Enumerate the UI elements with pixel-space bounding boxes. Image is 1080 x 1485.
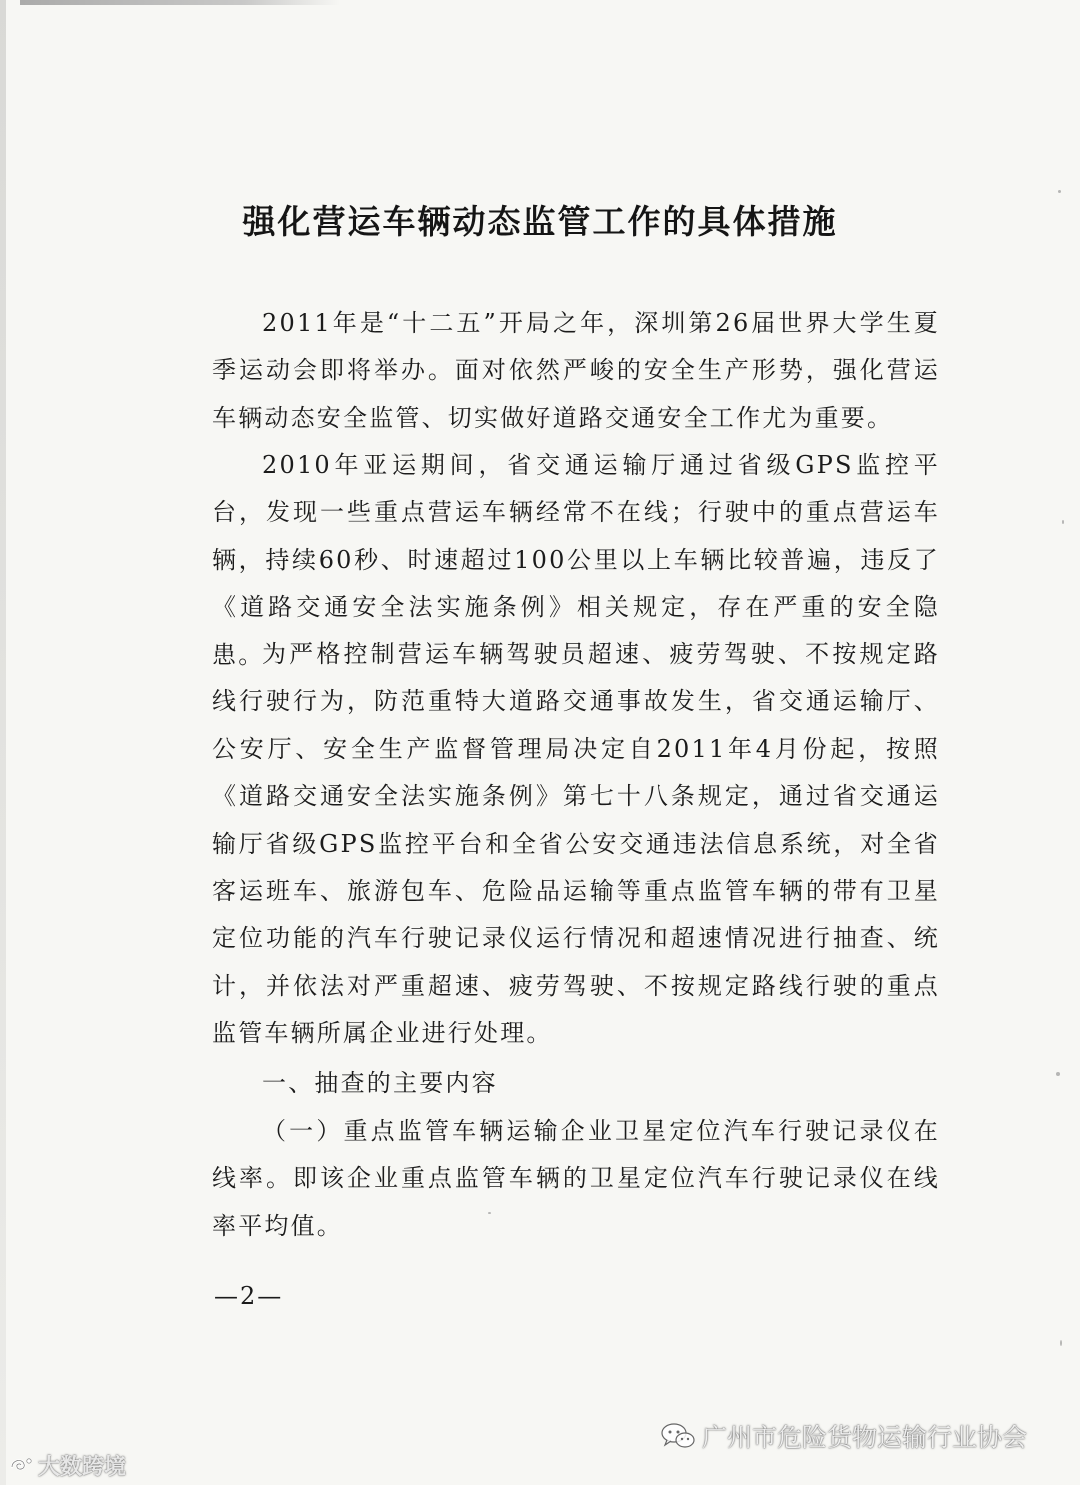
document-title: 强化营运车辆动态监管工作的具体措施 — [242, 202, 838, 241]
page-number: —2— — [214, 1282, 284, 1310]
scan-speck — [488, 1212, 491, 1214]
paragraph-measures: 为严格控制营运车辆驾驶员超速、疲劳驾驶、不按规定路线行驶行为，防范重特大道路交通事故发生，省交通运输厅、公安厅、安全生产监督管理局决定自2011年4月份起，按照《道路交通安全法实施条例》第七十八条规定，通过省交通运输厅省级GPS监控平台和全省公安交通违法信息系统，对全省客运班车、旅游包车、危险品运输等重点监管车辆的带有卫星定位功能的汽车行驶记录仪运行情况和超速情况进行抽查、统计，并依法对严重超速、疲劳驾驶、不按规定路线行驶的重点监管车辆所属企业进行处理。 — [212, 640, 940, 1048]
scan-speck — [1056, 1072, 1060, 1076]
watermark-left-text: 大数跨境 — [38, 1455, 127, 1480]
subsection-online-rate: （一）重点监管车辆运输企业卫星定位汽车行驶记录仪在线率。即该企业重点监管车辆的卫星定位汽车行驶记录仪在线率平均值。 — [212, 1117, 940, 1240]
scan-top-edge — [20, 0, 340, 5]
paragraph-intro: 2011年是“十二五”开局之年，深圳第26届世界大学生夏季运动会即将举办。面对依然严峻的安全生产形势，强化营运车辆动态安全监管、切实做好道路交通安全工作尤为重要。 — [212, 309, 940, 432]
swirl-logo-icon — [8, 1455, 34, 1477]
watermark-left — [8, 1450, 126, 1481]
scan-speck — [1060, 1340, 1062, 1346]
scan-speck — [1062, 520, 1064, 524]
scan-speck — [1058, 190, 1061, 193]
wechat-logo-icon — [660, 1421, 696, 1451]
paragraph-asian-games: 2010年亚运期间，省交通运输厅通过省级GPS监控平台，发现一些重点营运车辆经常不在线；行驶中的重点营运车辆，持续60秒、时速超过100公里以上车辆比较普遍，违反了《道路交通安全法实施条例》相关规定，存在严重的安全隐患。 — [212, 451, 940, 669]
section-heading: 一、抽查的主要内容 — [262, 1069, 498, 1097]
watermark-right-text: 广州市危险货物运输行业协会 — [702, 1423, 1028, 1452]
watermark-right — [660, 1418, 1027, 1454]
